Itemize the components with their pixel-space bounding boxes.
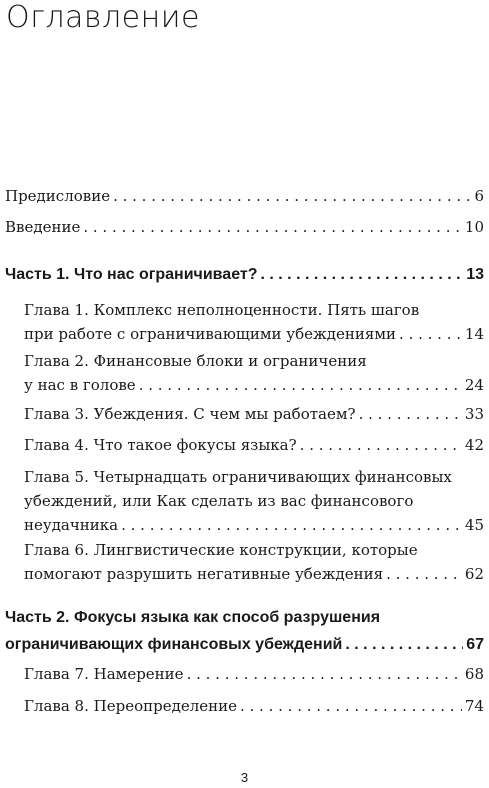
toc-entry-page: 62 [464,565,484,583]
leader-dots [345,631,463,658]
toc-entry-preface[interactable] [5,184,484,208]
toc-entry-label: при работе с ограничивающими убеждениями [24,325,397,343]
toc-entry-chapter-4[interactable] [24,433,484,457]
leader-dots [300,433,462,457]
leader-dots [121,513,462,537]
toc-entry-page: 45 [464,516,484,534]
toc-entry-page: 13 [466,266,484,283]
toc-entry-label: Введение [5,218,81,236]
toc-entry-part-1[interactable] [5,263,484,287]
page-number: 3 [240,770,249,785]
toc-entry-page: 10 [464,218,484,236]
toc-entry-label-line: Часть 2. Фокусы языка как способ разрушения [5,609,381,626]
leader-dots [359,402,462,426]
toc-entry-part-2[interactable] [5,604,484,658]
toc-entry-chapter-3[interactable] [24,402,484,426]
toc-entry-chapter-6[interactable] [24,538,484,586]
toc-entry-chapter-7[interactable] [24,662,484,686]
toc-entry-label-line: Глава 5. Четырнадцать ограничивающих финансовых [24,468,452,486]
toc-entry-page: 6 [474,187,484,205]
toc-entry-chapter-2[interactable] [24,349,484,397]
toc-entry-label: помогают разрушить негативные убеждения [24,565,384,583]
toc-entry-label-line: Глава 2. Финансовые блоки и ограничения [24,352,367,370]
toc-entry-introduction[interactable] [5,215,484,239]
toc-entry-chapter-8[interactable] [24,694,484,718]
toc-entry-label: Глава 3. Убеждения. С чем мы работаем? [24,405,356,423]
toc-entry-label: Глава 4. Что такое фокусы языка? [24,436,297,454]
leader-dots [83,215,462,239]
toc-entry-chapter-5[interactable] [24,465,484,537]
toc-entry-label: Глава 8. Переопределение [24,697,237,715]
toc-entry-page: 42 [464,436,484,454]
toc-entry-page: 24 [464,376,484,394]
toc-entry-label: Часть 1. Что нас ограничивает? [5,266,258,283]
toc-entry-label: у нас в голове [24,376,136,394]
page-title: Оглавление [6,0,200,35]
toc-entry-label: ограничивающих финансовых убеждений [5,636,343,653]
toc-entry-label-line: убеждений, или Как сделать из вас финансового [24,492,414,510]
toc-entry-chapter-1[interactable] [24,298,484,346]
toc-entry-label: неудачника [24,516,119,534]
toc-entry-label: Глава 7. Намерение [24,665,184,683]
leader-dots [240,694,462,718]
toc-entry-label: Предисловие [5,187,111,205]
toc-entry-label-line: Глава 6. Лингвистические конструкции, которые [24,541,418,559]
leader-dots [386,562,462,586]
toc-entry-page: 74 [464,697,484,715]
toc-entry-page: 68 [464,665,484,683]
leader-dots [399,322,462,346]
toc-entry-page: 14 [464,325,484,343]
leader-dots [139,373,462,397]
toc-entry-label-line: Глава 1. Комплекс неполноценности. Пять шагов [24,301,420,319]
toc-entry-page: 33 [464,405,484,423]
leader-dots [187,662,462,686]
leader-dots [261,263,464,287]
toc-entry-page: 67 [466,636,484,653]
leader-dots [113,184,471,208]
